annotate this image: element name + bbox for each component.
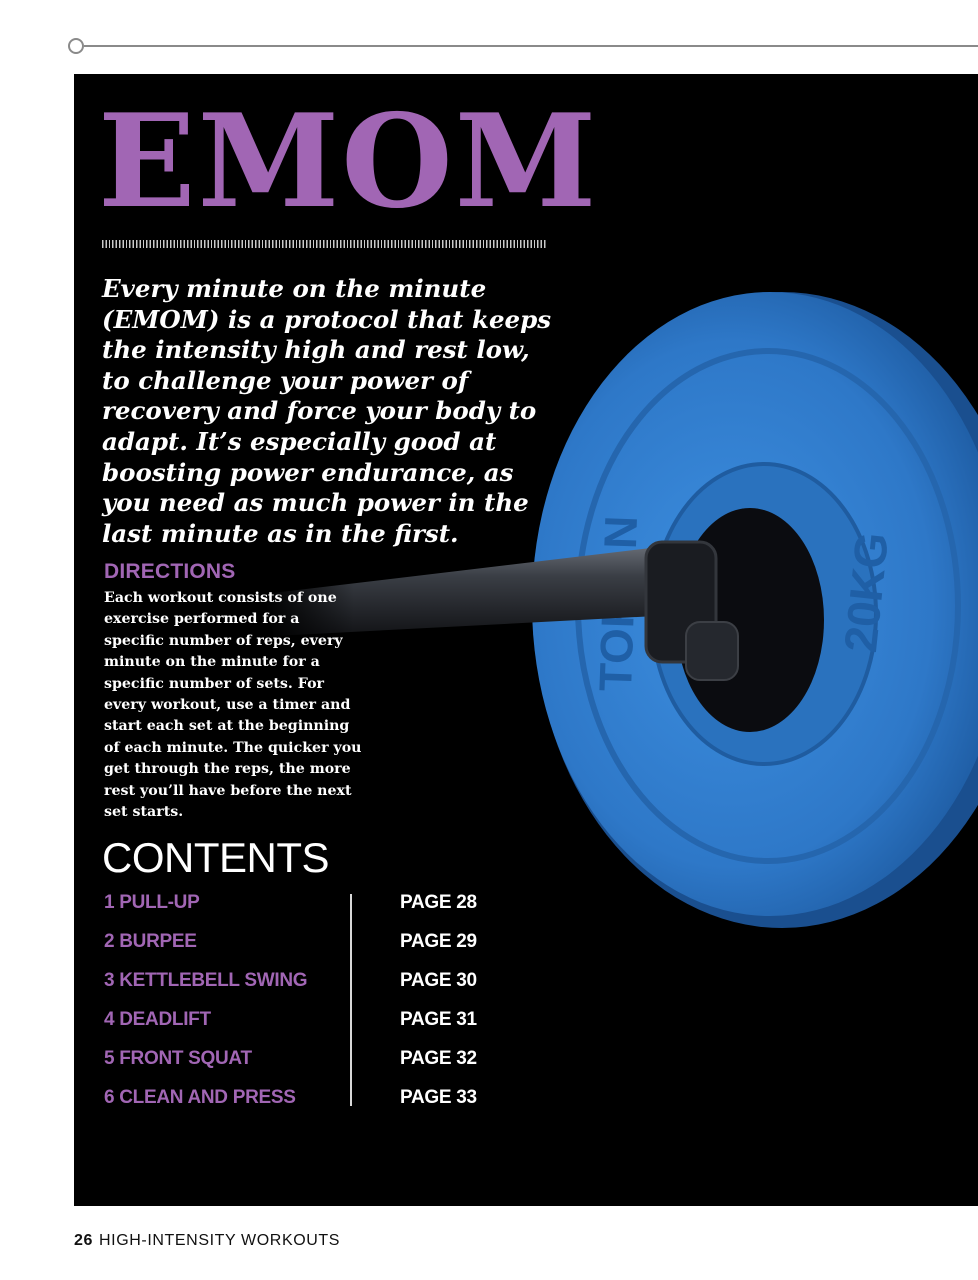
footer-section: HIGH-INTENSITY WORKOUTS — [99, 1232, 341, 1249]
page-footer — [74, 1232, 340, 1250]
contents-item-name: 3 KETTLEBELL SWING — [104, 970, 308, 991]
rule-line — [84, 45, 978, 47]
contents-item[interactable] — [104, 1005, 524, 1044]
directions-body: Each workout consists of one exercise performed for a specific number of reps, every minute on the minute for a specific number of sets. For every workout, use a timer and start each set at the beginning of each minute. The quicker you get through the reps, the more rest you’ll have before the next set starts. — [104, 590, 362, 821]
contents-item[interactable] — [104, 927, 524, 966]
contents-item[interactable] — [104, 966, 524, 1005]
directions-heading: DIRECTIONS — [104, 560, 236, 583]
top-rule — [68, 38, 978, 54]
contents-item-name: 6 CLEAN AND PRESS — [104, 1087, 296, 1108]
collar-lever — [686, 622, 738, 680]
page-title: EMOM — [98, 87, 599, 237]
contents-item[interactable] — [104, 1044, 524, 1083]
contents-item-page: PAGE 31 — [400, 1009, 477, 1030]
contents-heading: CONTENTS — [102, 834, 329, 881]
contents-item-page: PAGE 30 — [400, 970, 477, 991]
footer-page-number: 26 — [74, 1232, 93, 1249]
contents-item[interactable] — [104, 888, 524, 927]
contents-item-page: PAGE 29 — [400, 931, 477, 952]
contents-item-name: 5 FRONT SQUAT — [104, 1048, 252, 1069]
contents-item-name: 4 DEADLIFT — [104, 1009, 211, 1030]
feature-panel — [74, 74, 978, 1206]
contents-item-page: PAGE 32 — [400, 1048, 477, 1069]
contents-item[interactable] — [104, 1083, 524, 1122]
contents-item-name: 1 PULL-UP — [104, 892, 200, 913]
contents-list — [104, 888, 524, 1122]
contents-item-page: PAGE 28 — [400, 892, 477, 913]
rule-circle — [68, 38, 84, 54]
contents-item-page: PAGE 33 — [400, 1087, 477, 1108]
decorative-tick-rule — [102, 240, 546, 248]
intro-paragraph: Every minute on the minute (EMOM) is a protocol that keeps the intensity high and rest low, to challenge your power of recovery and force your body to adapt. It’s especially good at boosting power endurance, as you need as much power in the last minute as in the first. — [102, 274, 552, 548]
plate-weight-text: 20KG — [833, 529, 899, 655]
contents-item-name: 2 BURPEE — [104, 931, 197, 952]
